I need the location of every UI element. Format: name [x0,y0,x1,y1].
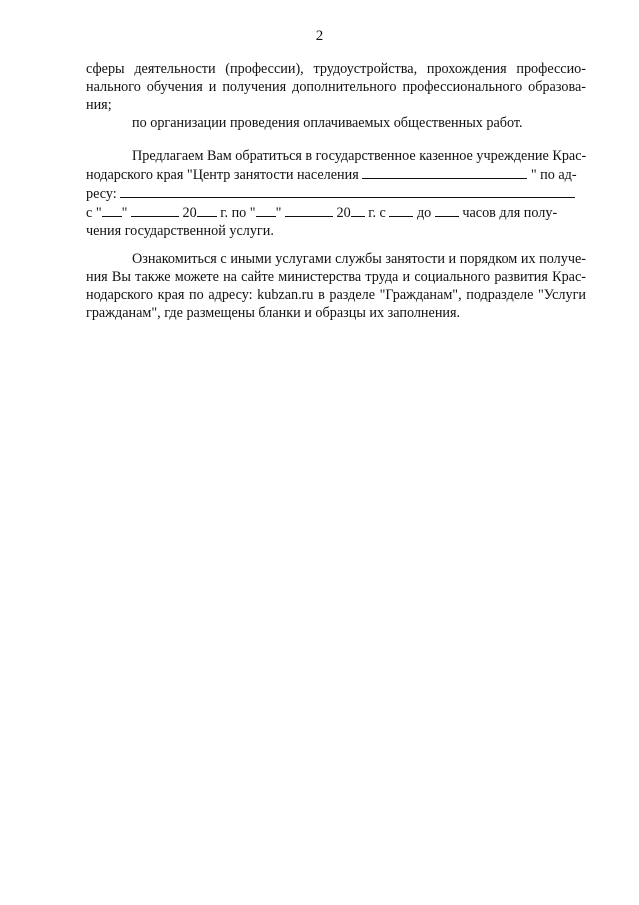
text-line [86,184,586,203]
text-line: сферы деятельности (профессии), трудоустройства, прохождения профессио- [86,61,586,77]
text-fragment: нодарского края "Центр занятости населения [86,167,359,183]
blank-month-to [285,203,333,217]
text-line: нального обучения и получения дополнительного профессионального образова- [86,79,586,95]
text-fragment: " [121,205,128,221]
text-fragment: 20 [182,205,197,221]
blank-day-to [256,203,276,217]
text-line [86,203,586,222]
text-fragment: до [416,205,432,221]
text-fragment: 20 [336,205,351,221]
text-line: ния Вы также можете на сайте министерства труда и социального развития Крас- [86,269,586,285]
text-fragment: " по ад- [530,167,577,183]
page-number: 2 [315,28,324,44]
text-line: чения государственной услуги. [86,223,274,239]
text-fragment: ресу: [86,186,117,202]
blank-month-from [131,203,179,217]
text-fragment: " [275,205,282,221]
blank-address [120,184,575,198]
blank-day-from [102,203,122,217]
blank-year-to [351,203,365,217]
paragraph-services [86,60,586,114]
text-fragment: г. по " [220,205,256,221]
text-fragment: часов для полу- [462,205,558,221]
text-line: Ознакомиться с иными услугами службы занятости и порядком их получе- [132,251,586,267]
text-line: по организации проведения оплачиваемых общественных работ. [132,115,523,131]
paragraph-more-services [86,250,586,322]
text-fragment: г. с [368,205,386,221]
text-line: гражданам", где размещены бланки и образцы их заполнения. [86,305,461,321]
text-line: нодарского края по адресу: kubzan.ru в разделе "Гражданам", подразделе "Услуги [86,287,586,303]
text-line: Предлагаем Вам обратиться в государственное казенное учреждение Крас- [132,148,587,164]
blank-year-from [197,203,217,217]
text-line: ния; [86,97,112,113]
text-fragment: с " [86,205,102,221]
paragraph-employment-center [86,147,586,240]
blank-hours-from [389,203,413,217]
blank-hours-to [435,203,459,217]
text-line [86,165,586,184]
paragraph-public-works [86,114,586,132]
blank-center-name [362,165,527,179]
